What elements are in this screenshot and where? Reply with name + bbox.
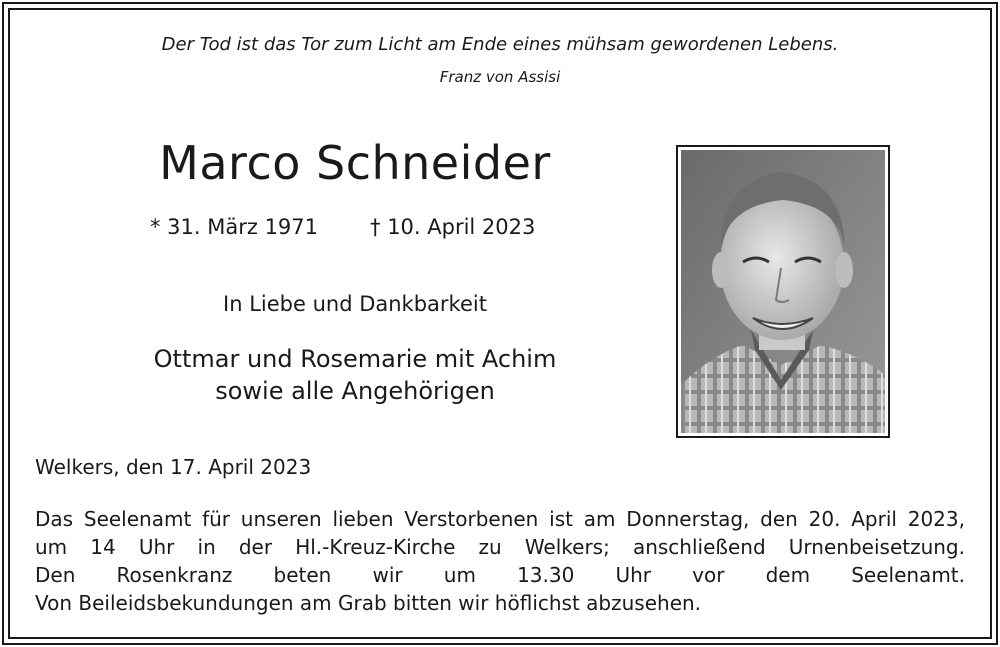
notice-line: um 14 Uhr in der Hl.-Kreuz-Kirche zu Welkers; anschließend Urnenbeisetzung.	[35, 535, 965, 559]
death-date: † 10. April 2023	[370, 215, 536, 239]
mourners-block	[100, 343, 610, 407]
notice-line: Den Rosenkranz beten wir um 13.30 Uhr vor dem Seelenamt.	[35, 563, 965, 587]
notice-line: Das Seelenamt für unseren lieben Verstorbenen ist am Donnerstag, den 20. April 2023,	[35, 507, 965, 531]
portrait-photo	[676, 145, 890, 438]
life-dates	[150, 215, 535, 239]
place-and-date: Welkers, den 17. April 2023	[35, 455, 312, 479]
mourners-line-1: Ottmar und Rosemarie mit Achim	[153, 345, 557, 373]
quote-author: Franz von Assisi	[439, 68, 561, 86]
quote-text: Der Tod ist das Tor zum Licht am Ende eines mühsam gewordenen Lebens.	[161, 34, 839, 55]
dedication-text: In Liebe und Dankbarkeit	[223, 292, 487, 316]
birth-date: * 31. März 1971	[150, 215, 319, 239]
notice-line: Von Beileidsbekundungen am Grab bitten wir höflichst abzusehen.	[35, 591, 702, 615]
funeral-notice	[35, 505, 965, 617]
deceased-name: Marco Schneider	[159, 136, 551, 190]
mourners-line-2: sowie alle Angehörigen	[215, 377, 495, 405]
portrait-image	[681, 150, 885, 433]
